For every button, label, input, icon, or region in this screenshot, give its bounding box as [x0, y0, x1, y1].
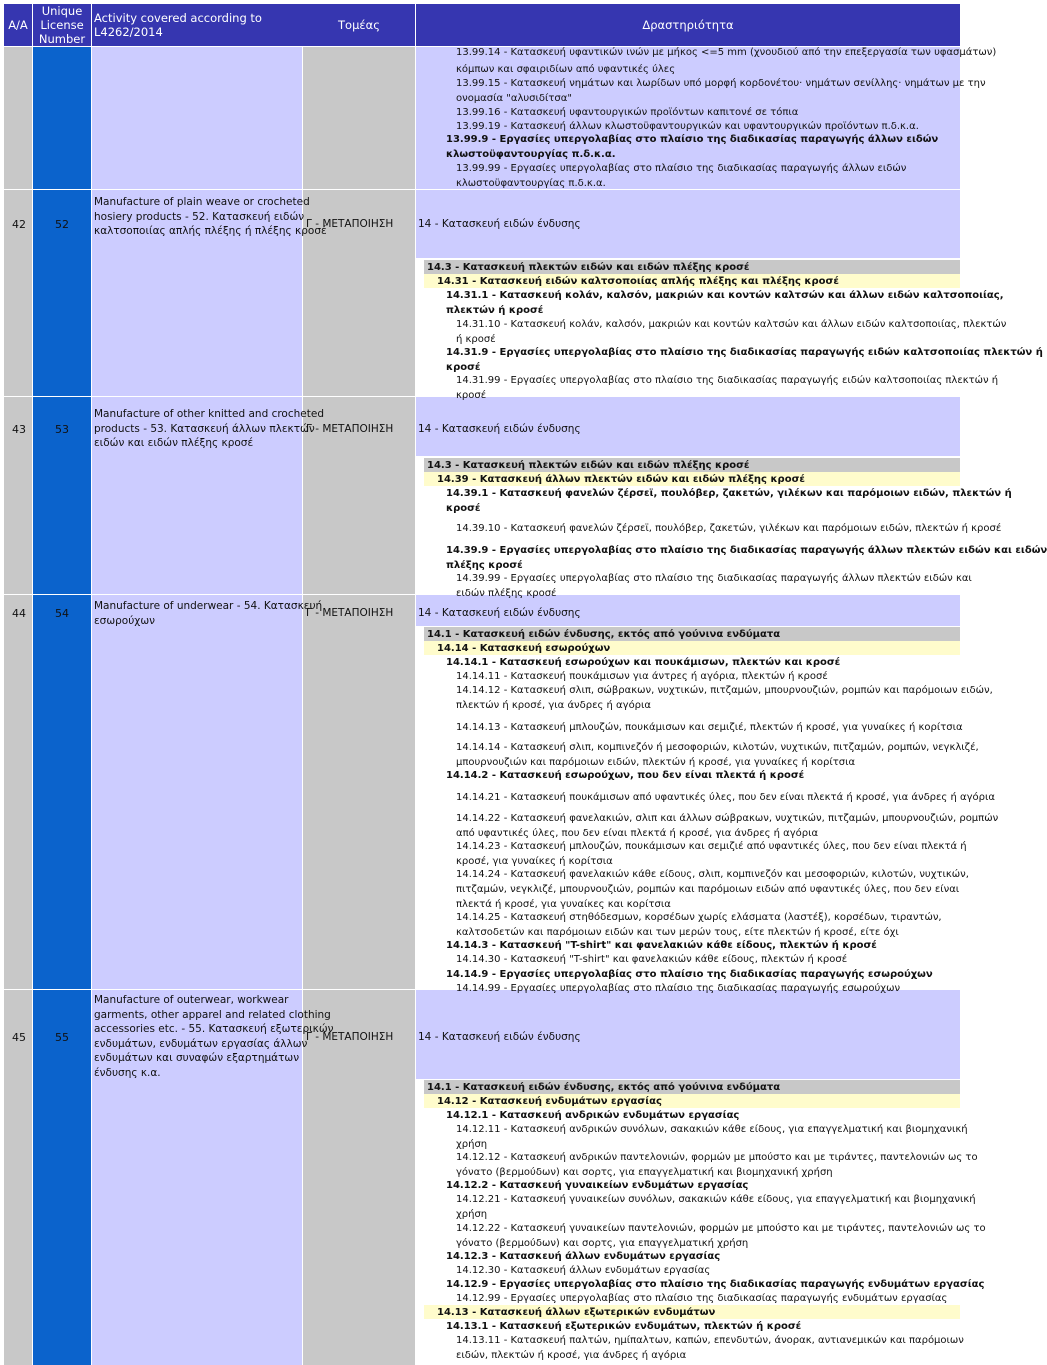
- row-aa: 45: [12, 1031, 26, 1044]
- code-item-line: 14.14.23 - Κατασκευή μπλουζών, πουκάμισων και σεμιζιέ από υφαντικές ύλες, που δεν είναι πλεκτά ή: [456, 841, 967, 852]
- code-item-line: πιτζαμών, νεγκλιζέ, μπουρνουζιών, ρομπών και παρόμοιων ειδών από υφαντικές ύλες, που δεν είναι: [456, 884, 960, 895]
- header-drastiriotita: Δραστηριότητα: [642, 18, 734, 32]
- code-item-line: πλεκτών ή κροσέ, για άνδρες ή αγόρια: [456, 700, 652, 711]
- code-item-line: 13.99.19 - Κατασκευή άλλων κλωστοϋφαντουργικών και υφαντουργικών προϊόντων π.δ.κ.α.: [456, 121, 919, 132]
- code-item-line: 14.14.24 - Κατασκευή φανελακιών κάθε είδους, σλιπ, κομπινεζόν και μεσοφοριών, κιλοτών, νυχτικών,: [456, 869, 969, 880]
- header-number: Number: [38, 32, 86, 46]
- row-license-number: 54: [55, 607, 69, 620]
- header-license-cell: [33, 4, 91, 46]
- code-heading-line: 14.1 - Κατασκευή ειδών ένδυσης, εκτός από γούνινα ενδύματα: [427, 629, 781, 640]
- header-aa-cell: [4, 4, 32, 46]
- code-heading-line: 14.31.1 - Κατασκευή κολάν, καλσόν, μακριών και κοντών καλτσών και άλλων ειδών καλτσοποιίας,: [446, 290, 1004, 301]
- code-item-line: ειδών πλέξης κροσέ: [456, 588, 557, 599]
- row-aa: 43: [12, 423, 26, 436]
- code-item-line: 14.13.11 - Κατασκευή παλτών, ημίπαλτων, καπών, επενδυτών, άνορακ, αντιανεμικών και παρόμοιων: [456, 1335, 964, 1346]
- aa-column: [4, 47, 32, 1365]
- header-aa: A/A: [8, 18, 28, 32]
- code-heading-line: 14.14 - Κατασκευή εσωρούχων: [437, 643, 611, 654]
- row-activity: Manufacture of other knitted and crocheted products - 53. Κατασκευή άλλων πλεκτών ειδών και ειδών πλέξης κροσέ: [94, 408, 324, 449]
- code-item-line: 14.12.21 - Κατασκευή γυναικείων συνόλων, σακακιών κάθε είδους, για επαγγελματική και βιομηχανική: [456, 1194, 976, 1205]
- code-item-line: ειδών, πλεκτών ή κροσέ, για άνδρες ή αγόρια: [456, 1350, 687, 1361]
- activity-column: [92, 47, 302, 1365]
- code-item-line: 14.12.99 - Εργασίες υπεργολαβίας στο πλαίσιο της διαδικασίας παραγωγής ενδυμάτων εργασίας: [456, 1293, 948, 1304]
- code-heading-line: πλέξης κροσέ: [446, 560, 523, 571]
- row-aa: 42: [12, 218, 26, 231]
- code-item-line: κόμπων και σφαιριδίων από υφαντικές ύλες: [456, 64, 676, 75]
- code-item-line: 14.39.99 - Εργασίες υπεργολαβίας στο πλαίσιο της διαδικασίας παραγωγής άλλων πλεκτών ειδών και: [456, 573, 972, 584]
- code-item-line: 14.14.22 - Κατασκευή φανελακιών, σλιπ και άλλων σώβρακων, νυχτικών, πιτζαμών, μπουρνουζιών, ρομπών: [456, 813, 999, 824]
- code-item-line: 14.14.99 - Εργασίες υπεργολαβίας στο πλαίσιο της διαδικασίας παραγωγής εσωρούχων: [456, 983, 901, 994]
- code-heading-line: 14.13.1 - Κατασκευή εξωτερικών ενδυμάτων, πλεκτών ή κροσέ: [446, 1321, 802, 1332]
- code-item-line: ή κροσέ: [456, 334, 496, 345]
- row-license-number: 53: [55, 423, 69, 436]
- row-aa: 44: [12, 607, 26, 620]
- code-item-line: κροσέ, για γυναίκες ή κορίτσια: [456, 856, 613, 867]
- code-item-line: κλωστοϋφαντουργίας π.δ.κ.α.: [456, 178, 606, 189]
- code-heading-line: 14.14.1 - Κατασκευή εσωρούχων και πουκάμισων, πλεκτών και κροσέ: [446, 657, 841, 668]
- code-heading-line: 14.13 - Κατασκευή άλλων εξωτερικών ενδυμάτων: [437, 1307, 716, 1318]
- code-heading-line: 14.3 - Κατασκευή πλεκτών ειδών και ειδών πλέξης κροσέ: [427, 262, 750, 273]
- code-heading-line: 14.14.2 - Κατασκευή εσωρούχων, που δεν είναι πλεκτά ή κροσέ: [446, 770, 805, 781]
- code-item-line: 14.12.11 - Κατασκευή ανδρικών συνόλων, σακακιών κάθε είδους, για επαγγελματική και βιομηχανική: [456, 1124, 968, 1135]
- row-sector: Γ - ΜΕΤΑΠΟΙΗΣΗ: [306, 218, 394, 230]
- code-item-line: 13.99.15 - Κατασκευή νημάτων και λωρίδων υπό μορφή κορδονέτου· νημάτων σενίλλης· νημάτων με την: [456, 78, 986, 89]
- sector-column: [303, 47, 415, 1365]
- code-heading-line: 14.12 - Κατασκευή ενδυμάτων εργασίας: [437, 1096, 662, 1107]
- code-item-line: 14.14.12 - Κατασκευή σλιπ, σώβρακων, νυχτικών, πιτζαμών, μπουρνουζιών, ρομπών και παρόμοιων ειδών,: [456, 685, 993, 696]
- code-heading-line: 14.12.2 - Κατασκευή γυναικείων ενδυμάτων εργασίας: [446, 1180, 749, 1191]
- code-item-line: χρήση: [456, 1139, 488, 1150]
- row-division: 14 - Κατασκευή ειδών ένδυσης: [418, 423, 581, 435]
- code-heading-line: κροσέ: [446, 362, 481, 373]
- code-item-line: 14.39.10 - Κατασκευή φανελών ζέρσεϊ, πουλόβερ, ζακετών, γιλέκων και παρόμοιων ειδών, πλεκτών ή κροσέ: [456, 523, 1002, 534]
- code-item-line: μπουρνουζιών και παρόμοιων ειδών, πλεκτών ή κροσέ, για γυναίκες ή κορίτσια: [456, 757, 856, 768]
- row-sector: Γ - ΜΕΤΑΠΟΙΗΣΗ: [306, 1031, 394, 1043]
- row-division: 14 - Κατασκευή ειδών ένδυσης: [418, 218, 581, 230]
- header-unique: Unique: [41, 4, 83, 18]
- code-item-line: 14.31.99 - Εργασίες υπεργολαβίας στο πλαίσιο της διαδικασίας παραγωγής ειδών καλτσοποιίας πλεκτών ή: [456, 375, 999, 386]
- code-heading-line: κλωστοϋφαντουργίας π.δ.κ.α.: [446, 149, 616, 160]
- code-heading-line: 14.31.9 - Εργασίες υπεργολαβίας στο πλαίσιο της διαδικασίας παραγωγής ειδών καλτσοποιίας πλεκτών ή: [446, 347, 1043, 358]
- code-item-line: 13.99.16 - Κατασκευή υφαντουργικών προϊόντων καπιτονέ σε τόπια: [456, 107, 799, 118]
- header-drastiriotita-cell: [416, 4, 960, 46]
- header-license: License: [40, 18, 84, 32]
- code-item-line: 14.12.22 - Κατασκευή γυναικείων παντελονιών, φορμών με μπούστο και με τιράντες, παντελονιών ως το: [456, 1223, 986, 1234]
- code-item-line: 14.12.30 - Κατασκευή άλλων ενδυμάτων εργασίας: [456, 1265, 711, 1276]
- code-item-line: 14.14.11 - Κατασκευή πουκάμισων για άντρες ή αγόρια, πλεκτών ή κροσέ: [456, 671, 828, 682]
- row-sector: Γ - ΜΕΤΑΠΟΙΗΣΗ: [306, 607, 394, 619]
- header-activity: Activity covered according to L4262/2014: [94, 11, 262, 39]
- code-item-line: 14.14.13 - Κατασκευή μπλουζών, πουκάμισων και σεμιζιέ, πλεκτών ή κροσέ, για γυναίκες ή κορίτσια: [456, 722, 963, 733]
- row-activity: Manufacture of underwear - 54. Κατασκευή εσωρούχων: [94, 600, 323, 627]
- code-heading-line: 14.31 - Κατασκευή ειδών καλτσοποιίας απλής πλέξης και πλέξης κροσέ: [437, 276, 839, 287]
- code-item-line: κροσέ: [456, 390, 487, 401]
- header-activity-cell: [92, 4, 304, 46]
- code-heading-line: 14.39.9 - Εργασίες υπεργολαβίας στο πλαίσιο της διαδικασίας παραγωγής άλλων πλεκτών ειδών και ειδών: [446, 545, 1047, 556]
- code-item-line: πλεκτά ή κροσέ, για γυναίκες και κορίτσια: [456, 899, 671, 910]
- code-item-line: 13.99.14 - Κατασκευή υφαντικών ινών με μήκος <=5 mm (χνουδιού από την επεξεργασία των υφασμάτων): [456, 47, 997, 58]
- code-heading-line: 14.12.1 - Κατασκευή ανδρικών ενδυμάτων εργασίας: [446, 1110, 740, 1121]
- code-heading-line: 14.1 - Κατασκευή ειδών ένδυσης, εκτός από γούνινα ενδύματα: [427, 1082, 781, 1093]
- code-heading-line: 14.12.9 - Εργασίες υπεργολαβίας στο πλαίσιο της διαδικασίας παραγωγής ενδυμάτων εργασίας: [446, 1279, 985, 1290]
- code-heading-line: πλεκτών ή κροσέ: [446, 305, 544, 316]
- code-item-line: 14.14.21 - Κατασκευή πουκάμισων από υφαντικές ύλες, που δεν είναι πλεκτά ή κροσέ, για άνδρες ή αγόρια: [456, 792, 995, 803]
- code-item-line: 14.12.12 - Κατασκευή ανδρικών παντελονιών, φορμών με μπούστο και με τιράντες, παντελονιών ως το: [456, 1152, 978, 1163]
- header-sector-cell: [303, 4, 415, 46]
- row-activity: Manufacture of outerwear, workwear garments, other apparel and related clothing accessories etc. - 55. Κατασκευή εξωτερικών ενδυμάτων, ενδυμάτων εργασίας άλλων ενδυμάτων και συναφών εξαρτημάτων ένδυσης κ.α.: [94, 994, 334, 1079]
- row-division: 14 - Κατασκευή ειδών ένδυσης: [418, 607, 581, 619]
- code-heading-line: 14.39 - Κατασκευή άλλων πλεκτών ειδών και ειδών πλέξης κροσέ: [437, 474, 805, 485]
- row-license-number: 55: [55, 1031, 69, 1044]
- row-activity: Manufacture of plain weave or crocheted hosiery products - 52. Κατασκευή ειδών καλτσοποιίας απλής πλέξης ή πλέξης κροσέ: [94, 196, 327, 237]
- code-item-line: γόνατο (βερμούδων) και σορτς, για επαγγελματική και βιομηχανική χρήση: [456, 1167, 833, 1178]
- code-item-line: ονομασία "αλυσιδίτσα": [456, 93, 572, 104]
- code-item-line: χρήση: [456, 1209, 488, 1220]
- code-heading-line: κροσέ: [446, 503, 481, 514]
- code-item-line: γόνατο (βερμούδων) και σορτς, για επαγγελματική χρήση: [456, 1238, 749, 1249]
- code-item-line: 14.31.10 - Κατασκευή κολάν, καλσόν, μακριών και κοντών καλτσών και άλλων ειδών καλτσοποιίας, πλεκτών: [456, 319, 1007, 330]
- code-item-line: καλτσοδετών και παρόμοιων ειδών και των μερών τους, είτε πλεκτών ή κροσέ, είτε όχι: [456, 927, 899, 938]
- code-heading-line: 14.3 - Κατασκευή πλεκτών ειδών και ειδών πλέξης κροσέ: [427, 460, 750, 471]
- row-sector: Γ - ΜΕΤΑΠΟΙΗΣΗ: [306, 423, 394, 435]
- row-division: 14 - Κατασκευή ειδών ένδυσης: [418, 1031, 581, 1043]
- license-column: [33, 47, 91, 1365]
- code-item-line: 13.99.99 - Εργασίες υπεργολαβίας στο πλαίσιο της διαδικασίας παραγωγής άλλων ειδών: [456, 163, 907, 174]
- code-heading-line: 14.12.3 - Κατασκευή άλλων ενδυμάτων εργασίας: [446, 1251, 721, 1262]
- code-item-line: 14.14.30 - Κατασκευή "T-shirt" και φανελακιών κάθε είδους, πλεκτών ή κροσέ: [456, 954, 848, 965]
- code-item-line: 14.14.14 - Κατασκευή σλιπ, κομπινεζόν ή μεσοφοριών, κιλοτών, νυχτικών, πιτζαμών, ρομπών, νεγκλιζέ,: [456, 742, 979, 753]
- code-item-line: 14.14.25 - Κατασκευή στηθόδεσμων, κορσέδων χωρίς ελάσματα (λαστέξ), κορσέδων, τιραντών,: [456, 912, 942, 923]
- code-item-line: από υφαντικές ύλες, που δεν είναι πλεκτά ή κροσέ, για άνδρες ή αγόρια: [456, 828, 819, 839]
- code-heading-line: 13.99.9 - Εργασίες υπεργολαβίας στο πλαίσιο της διαδικασίας παραγωγής άλλων ειδών: [446, 134, 939, 145]
- row-license-number: 52: [55, 218, 69, 231]
- code-heading-line: 14.14.9 - Εργασίες υπεργολαβίας στο πλαίσιο της διαδικασίας παραγωγής εσωρούχων: [446, 969, 933, 980]
- code-heading-line: 14.39.1 - Κατασκευή φανελών ζέρσεϊ, πουλόβερ, ζακετών, γιλέκων και παρόμοιων ειδών, πλεκτών ή: [446, 488, 1012, 499]
- code-heading-line: 14.14.3 - Κατασκευή "T-shirt" και φανελακιών κάθε είδους, πλεκτών ή κροσέ: [446, 940, 877, 951]
- header-sector: Τομέας: [338, 18, 380, 32]
